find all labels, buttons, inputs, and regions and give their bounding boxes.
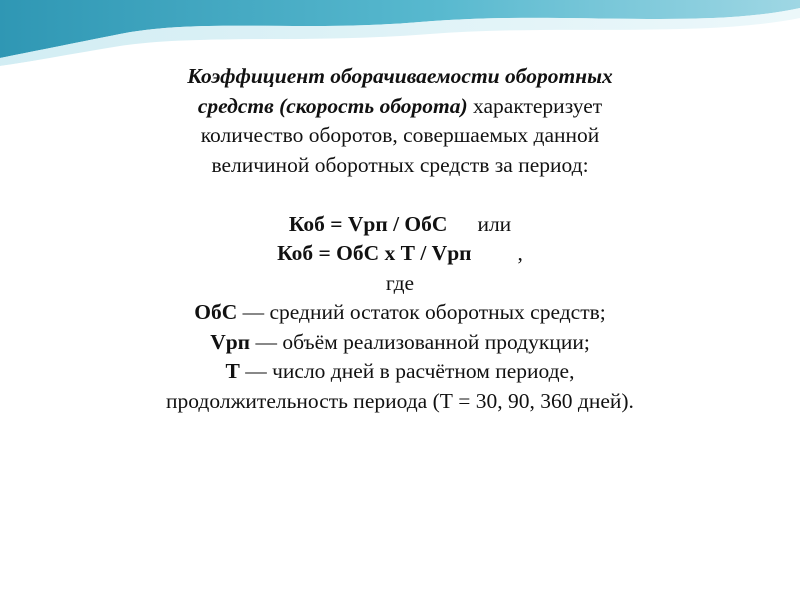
legend-desc: — средний остаток оборотных средств;	[237, 300, 606, 324]
legend-item	[40, 357, 760, 387]
term-line-1: Коэффициент оборачиваемости оборотных	[187, 64, 613, 88]
legend-symbol: Т	[225, 359, 240, 383]
legend-item	[40, 298, 760, 328]
term-line-2: средств (скорость оборота)	[197, 93, 468, 118]
formula-line-1	[40, 210, 760, 240]
legend-item	[40, 328, 760, 358]
legend-symbol: ОбС	[194, 300, 238, 324]
definition-line-4: величиной оборотных средств за период:	[211, 152, 589, 177]
legend-last-line: продолжительность периода (Т = 30, 90, 360 дней).	[166, 388, 634, 413]
where-label: где	[385, 270, 415, 295]
definition-line-3: количество оборотов, совершаемых данной	[200, 123, 600, 147]
legend-symbol: Vрп	[210, 329, 251, 354]
definition-line-2	[40, 92, 760, 122]
definition-line-1	[40, 62, 760, 92]
legend-desc: — объём реализованной продукции;	[250, 329, 590, 354]
formula-connector: или	[477, 211, 512, 236]
legend-desc: — число дней в расчётном периоде,	[239, 359, 575, 383]
slide-text	[40, 62, 760, 416]
formula-1: Коб = Vрп / ОбС	[288, 211, 448, 236]
definition-rest-2: характеризует	[467, 93, 603, 118]
formula-2: Коб = ОбС х Т / Vрп	[277, 241, 472, 265]
formula-comma: ,	[517, 241, 523, 265]
formula-line-2	[40, 239, 760, 269]
spacer	[40, 180, 760, 210]
